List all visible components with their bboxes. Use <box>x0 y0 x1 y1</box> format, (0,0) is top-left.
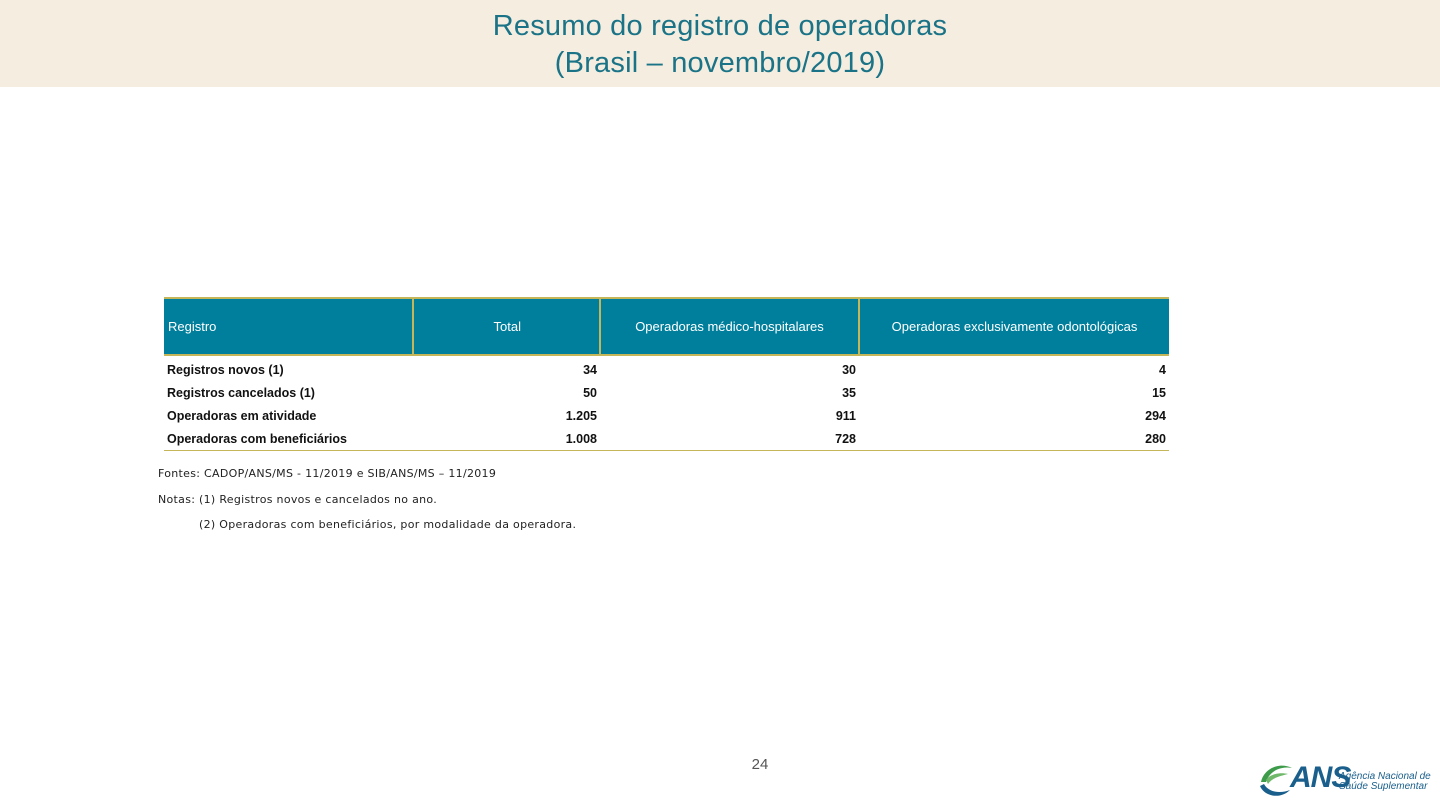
ans-logo-text: ANS <box>1290 761 1351 794</box>
cell-total: 1.008 <box>413 427 600 451</box>
header-total: Total <box>413 298 600 355</box>
logo-subtitle-line-1: Agência Nacional de <box>1339 771 1431 782</box>
row-label: Operadoras em atividade <box>167 408 317 423</box>
title-line-2: (Brasil – novembro/2019) <box>554 47 886 79</box>
cell-total: 34 <box>583 362 597 377</box>
row-label: Registros novos (1) <box>167 362 284 377</box>
cell-medico-hospitalares: 35 <box>842 385 856 400</box>
row-label: Operadoras com beneficiários <box>164 427 413 451</box>
table-row <box>164 427 1169 451</box>
cell-total: 1.205 <box>565 408 597 423</box>
ans-logo <box>1258 760 1430 800</box>
ans-logo-icon <box>1258 760 1294 798</box>
sources-note: Fontes: CADOP/ANS/MS - 11/2019 e SIB/ANS/MS – 11/2019 <box>158 467 497 480</box>
ans-logo-subtitle <box>1339 772 1431 792</box>
page-title <box>0 8 1440 82</box>
cell-medico-hospitalares: 911 <box>835 408 856 423</box>
cell-medico-hospitalares: 30 <box>842 362 856 377</box>
cell-odontologicas: 280 <box>859 427 1169 451</box>
title-line-1: Resumo do registro de operadoras <box>492 10 948 42</box>
notes-block <box>158 465 576 542</box>
header-odontologicas: Operadoras exclusivamente odontológicas <box>859 298 1169 355</box>
cell-total: 50 <box>583 385 597 400</box>
table-header-row <box>164 298 1169 355</box>
table-row <box>164 381 1169 404</box>
note-2: (2) Operadoras com beneficiários, por modalidade da operadora. <box>199 518 577 531</box>
row-label: Registros cancelados (1) <box>167 385 315 400</box>
page-number: 24 <box>751 756 769 773</box>
cell-odontologicas: 4 <box>1159 362 1166 377</box>
cell-odontologicas: 15 <box>1152 385 1166 400</box>
cell-medico-hospitalares: 728 <box>600 427 859 451</box>
table-row <box>164 355 1169 381</box>
table-row <box>164 404 1169 427</box>
logo-subtitle-line-2: Saúde Suplementar <box>1339 781 1428 792</box>
cell-odontologicas: 294 <box>1145 408 1166 423</box>
header-medico-hospitalares: Operadoras médico-hospitalares <box>600 298 859 355</box>
registry-table <box>164 297 1169 451</box>
note-1: Notas: (1) Registros novos e cancelados no ano. <box>158 492 438 506</box>
header-registro: Registro <box>164 298 413 355</box>
